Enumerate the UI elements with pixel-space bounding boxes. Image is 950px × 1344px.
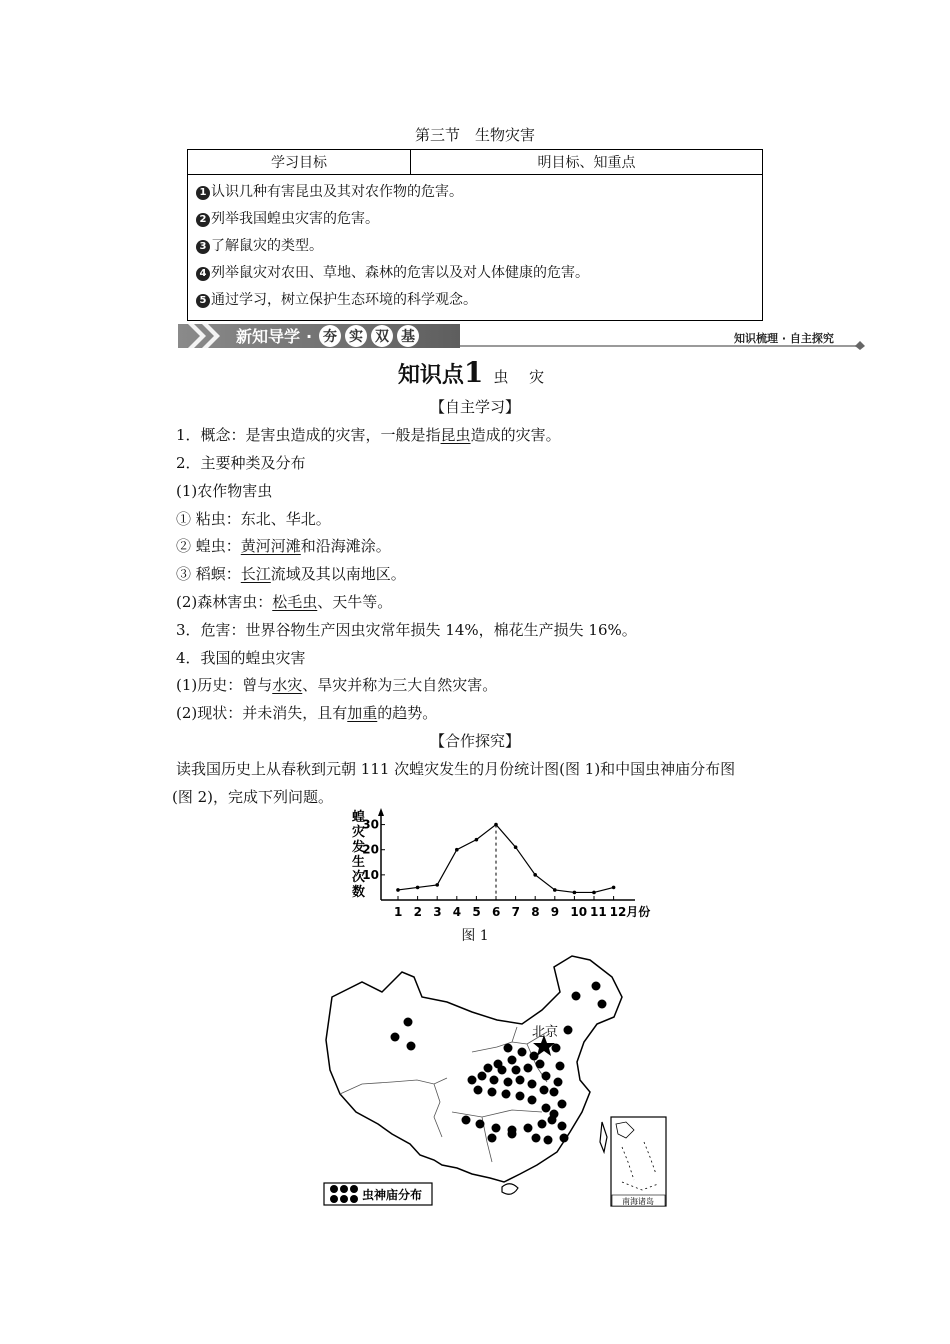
data-point <box>612 886 616 890</box>
text: 、天牛等。 <box>317 593 393 611</box>
temple-dot <box>542 1104 551 1113</box>
data-point <box>435 883 439 887</box>
goal-text: 列举我国蝗虫灾害的危害。 <box>211 211 379 227</box>
text: (2)森林害虫： <box>176 593 273 611</box>
y-label-char: 灾 <box>352 825 366 840</box>
goal-item <box>196 206 754 233</box>
badge-char: 实 <box>349 329 363 345</box>
kp-number: 1 <box>463 356 484 389</box>
paragraph <box>176 674 497 695</box>
temple-dot <box>548 1116 557 1125</box>
legend-dot <box>330 1195 338 1203</box>
temple-dot <box>528 1080 537 1089</box>
legend-dot <box>350 1185 358 1193</box>
temple-dot <box>518 1048 527 1057</box>
text: ② 蝗虫： <box>176 537 241 555</box>
figure-caption: 图 1 <box>461 928 489 944</box>
knowledge-point-title <box>0 356 950 389</box>
goal-text: 认识几种有害昆虫及其对农作物的危害。 <box>211 184 463 200</box>
legend-dot <box>330 1185 338 1193</box>
goal-number-badge: 1 <box>196 186 210 200</box>
temple-dot <box>498 1066 507 1075</box>
goal-text: 通过学习，树立保护生态环境的科学观念。 <box>211 292 477 308</box>
temple-dot <box>530 1052 539 1061</box>
self-study-heading: 【自主学习】 <box>429 398 520 416</box>
banner-rule <box>460 345 860 347</box>
text: 流域及其以南地区。 <box>270 565 406 583</box>
temple-dot <box>490 1076 499 1085</box>
goal-item <box>196 233 754 260</box>
temple-dot <box>524 1124 533 1133</box>
data-point <box>494 823 498 827</box>
temple-dot <box>508 1130 517 1139</box>
temple-dot <box>552 1044 561 1053</box>
data-point <box>416 886 420 890</box>
legend-dot <box>340 1185 348 1193</box>
goal-number-badge: 5 <box>196 294 210 308</box>
temple-dot <box>516 1076 525 1085</box>
data-point <box>533 873 537 877</box>
x-tick-label: 12月份 <box>609 905 651 919</box>
paragraph <box>176 702 437 723</box>
goals-list <box>188 175 763 321</box>
paragraph <box>176 424 561 445</box>
temple-dot <box>554 1078 563 1087</box>
paragraph: 4．我国的蝗虫灾害 <box>176 649 306 667</box>
banner-dot: · <box>306 327 313 346</box>
goal-item <box>196 260 754 287</box>
y-label-char: 数 <box>352 885 366 900</box>
x-tick-label: 8 <box>531 905 540 919</box>
underlined-answer: 松毛虫 <box>272 593 318 611</box>
temple-dot <box>532 1134 541 1143</box>
temple-dot <box>528 1096 537 1105</box>
legend-label: 虫神庙分布 <box>362 1188 423 1202</box>
data-point <box>475 838 479 842</box>
banner-right-text: 知识梳理 · 自主探究 <box>734 332 834 345</box>
temple-dot <box>524 1064 533 1073</box>
goal-item <box>196 179 754 206</box>
inset-label: 南海诸岛 <box>622 1197 654 1206</box>
paragraph: (图 2)，完成下列问题。 <box>172 788 334 806</box>
paragraph: 3．危害：世界谷物生产因虫灾常年损失 14%，棉花生产损失 16%。 <box>176 621 637 639</box>
data-point <box>514 845 518 849</box>
temple-dot <box>478 1072 487 1081</box>
legend-dot <box>350 1195 358 1203</box>
x-tick-label: 6 <box>492 905 501 919</box>
legend-dot <box>340 1195 348 1203</box>
temple-dot <box>404 1018 413 1027</box>
data-points <box>396 823 615 894</box>
temple-dot <box>508 1056 517 1065</box>
goal-text: 了解鼠灾的类型。 <box>211 238 323 254</box>
underlined-answer: 长江 <box>240 565 271 583</box>
page-title: 第三节 生物灾害 <box>414 126 535 144</box>
goals-table <box>187 149 763 321</box>
x-tick-label: 11 <box>590 905 607 919</box>
temple-dot <box>550 1088 559 1097</box>
temple-dot <box>391 1033 400 1042</box>
text: 和沿海滩涂。 <box>300 537 391 555</box>
goal-text: 列举鼠灾对农田、草地、森林的危害以及对人体健康的危害。 <box>211 265 589 281</box>
temple-dot <box>544 1136 553 1145</box>
text: ③ 稻螟： <box>176 565 241 583</box>
y-tick-label: 10 <box>362 867 379 882</box>
temple-dot <box>538 1120 547 1129</box>
cooperative-heading: 【合作探究】 <box>429 732 520 750</box>
paragraph: 2．主要种类及分布 <box>176 454 306 472</box>
locust-month-chart <box>340 808 651 923</box>
paragraph: ① 粘虫：东北、华北。 <box>176 510 331 528</box>
data-point <box>396 888 400 892</box>
x-tick-label: 5 <box>472 905 481 919</box>
temple-dot <box>468 1076 477 1085</box>
diamond-icon <box>855 341 865 350</box>
text: (1)历史：曾与 <box>176 676 273 694</box>
temple-dot <box>504 1044 513 1053</box>
temple-dot <box>556 1062 565 1071</box>
text: 1．概念：是害虫造成的灾害，一般是指 <box>176 426 441 444</box>
data-point <box>455 848 459 852</box>
temple-dot <box>540 1086 549 1095</box>
x-tick-label: 7 <box>511 905 520 919</box>
goal-number-badge: 3 <box>196 240 210 254</box>
y-label-char: 蝗 <box>352 810 366 825</box>
badge-char: 基 <box>401 329 415 345</box>
temple-dot <box>407 1042 416 1051</box>
kp-subtitle: 虫 灾 <box>493 368 553 386</box>
text: 的趋势。 <box>377 704 438 722</box>
goal-number-badge: 2 <box>196 213 210 227</box>
temple-dot <box>492 1124 501 1133</box>
temple-dot <box>474 1086 483 1095</box>
data-point <box>592 891 596 895</box>
banner-title: 新知导学 <box>236 327 301 346</box>
goals-header-left: 学习目标 <box>188 150 411 175</box>
temple-dot <box>598 1000 607 1009</box>
section-banner <box>178 322 866 350</box>
underlined-answer: 加重 <box>347 704 378 722</box>
temple-dot <box>488 1088 497 1097</box>
temple-dot <box>484 1064 493 1073</box>
temple-dot <box>488 1134 497 1143</box>
map-outline <box>326 956 622 1182</box>
south-china-sea-inset <box>611 1117 666 1206</box>
paragraph <box>176 563 406 584</box>
paragraph <box>176 535 391 556</box>
data-point <box>573 891 577 895</box>
city-label: 北京 <box>532 1025 559 1040</box>
data-point <box>553 888 557 892</box>
temple-dot <box>476 1120 485 1129</box>
x-tick-label: 3 <box>433 905 442 919</box>
badge-char: 双 <box>375 329 389 345</box>
badge-char: 夯 <box>323 329 337 345</box>
hainan-island <box>502 1184 518 1195</box>
temple-dot <box>560 1134 569 1143</box>
temple-dot <box>512 1066 521 1075</box>
text: 造成的灾害。 <box>470 426 561 444</box>
series-line <box>398 825 614 893</box>
x-tick-label: 9 <box>550 905 560 919</box>
goal-item <box>196 287 754 314</box>
y-tick-label: 20 <box>362 842 379 857</box>
y-axis-arrow <box>378 808 384 816</box>
temple-dot <box>558 1100 567 1109</box>
y-label-char: 次 <box>352 870 366 885</box>
temple-dot <box>592 982 601 991</box>
x-tick-label: 2 <box>413 905 422 919</box>
temple-dots <box>391 982 607 1145</box>
china-temple-map <box>322 952 668 1207</box>
paragraph <box>176 591 392 612</box>
text: 、旱灾并称为三大自然灾害。 <box>302 676 498 694</box>
x-tick-label: 1 <box>394 905 403 919</box>
paragraph: (1)农作物害虫 <box>176 482 273 500</box>
text: (2)现状：并未消失，且有 <box>176 704 348 722</box>
underlined-answer: 黄河河滩 <box>240 537 301 555</box>
underlined-answer: 水灾 <box>272 676 303 694</box>
y-label-char: 发 <box>352 840 366 855</box>
kp-label: 知识点 <box>397 363 464 388</box>
temple-dot <box>462 1116 471 1125</box>
temple-dot <box>572 992 581 1001</box>
y-tick-label: 30 <box>362 817 379 832</box>
goal-number-badge: 4 <box>196 267 210 281</box>
temple-dot <box>564 1026 573 1035</box>
temple-dot <box>558 1122 567 1131</box>
y-label-char: 生 <box>352 855 366 870</box>
underlined-answer: 昆虫 <box>440 426 471 444</box>
temple-dot <box>542 1072 551 1081</box>
temple-dot <box>504 1078 513 1087</box>
x-tick-label: 4 <box>452 905 462 919</box>
paragraph: 读我国历史上从春秋到元朝 111 次蝗灾发生的月份统计图(图 1)和中国虫神庙分布图 <box>176 760 736 778</box>
taiwan-island <box>600 1122 607 1152</box>
temple-dot <box>502 1090 511 1099</box>
x-tick-label: 10 <box>570 905 588 919</box>
temple-dot <box>516 1092 525 1101</box>
goals-header-right: 明目标、知重点 <box>411 150 763 175</box>
temple-dot <box>536 1060 545 1069</box>
